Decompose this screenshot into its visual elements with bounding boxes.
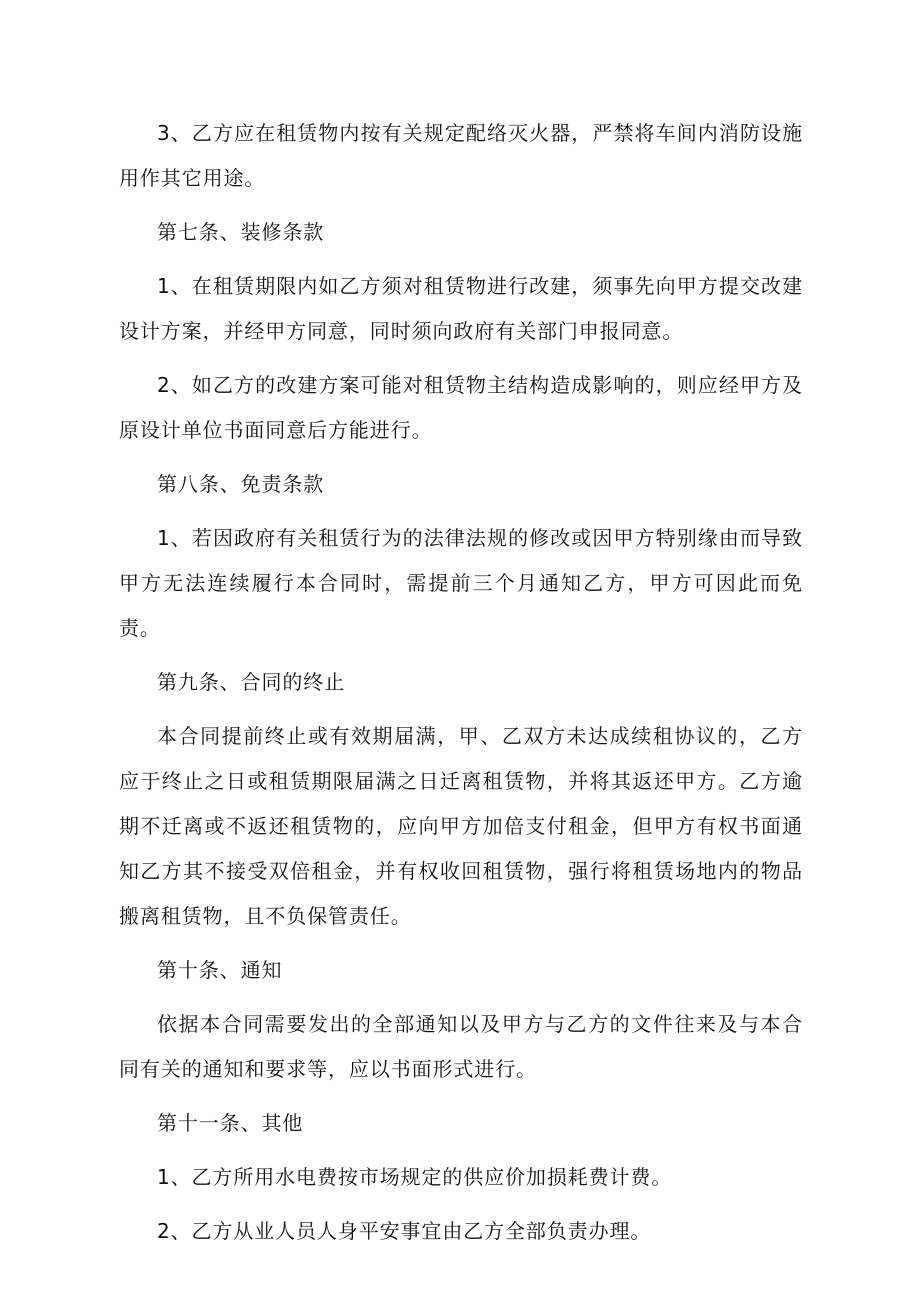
- paragraph-exemption: 1、若因政府有关租赁行为的法律法规的修改或因甲方特别缘由而导致甲方无法连续履行本合同时，需提前三个月通知乙方，甲方可因此而免责。: [119, 526, 803, 640]
- paragraph-personnel-safety: 2、乙方从业人员人身平安事宜由乙方全部负责办理。: [157, 1219, 652, 1243]
- paragraph-renovation-approval: 1、在租赁期限内如乙方须对租赁物进行改建，须事先向甲方提交改建设计方案，并经甲方同意，同时须向政府有关部门申报同意。: [119, 274, 803, 343]
- heading-article-8: 第八条、免责条款: [157, 472, 325, 496]
- paragraph-termination: 本合同提前终止或有效期届满，甲、乙双方未达成续租协议的，乙方应于终止之日或租赁期限届满之日迁离租赁物，并将其返还甲方。乙方逾期不迁离或不返还租赁物的，应向甲方加倍支付租金，但甲方有权书面通知乙方其不接受双倍租金，并有权收回租赁物，强行将租赁场地内的物品搬离租赁物，且不负保管责任。: [119, 724, 803, 928]
- paragraph-structural-change: 2、如乙方的改建方案可能对租赁物主结构造成影响的，则应经甲方及原设计单位书面同意后方能进行。: [119, 373, 803, 442]
- paragraph-notices: 依据本合同需要发出的全部通知以及甲方与乙方的文件往来及与本合同有关的通知和要求等，应以书面形式进行。: [119, 1012, 803, 1081]
- paragraph-utilities: 1、乙方所用水电费按市场规定的供应价加损耗费计费。: [157, 1165, 673, 1189]
- heading-article-10: 第十条、通知: [157, 958, 283, 982]
- heading-article-9: 第九条、合同的终止: [157, 670, 346, 694]
- heading-article-7: 第七条、装修条款: [157, 220, 325, 244]
- document-body: [119, 111, 803, 1263]
- heading-article-11: 第十一条、其他: [157, 1111, 304, 1135]
- paragraph-fire-safety: 3、乙方应在租赁物内按有关规定配络灭火器，严禁将车间内消防设施用作其它用途。: [119, 121, 803, 190]
